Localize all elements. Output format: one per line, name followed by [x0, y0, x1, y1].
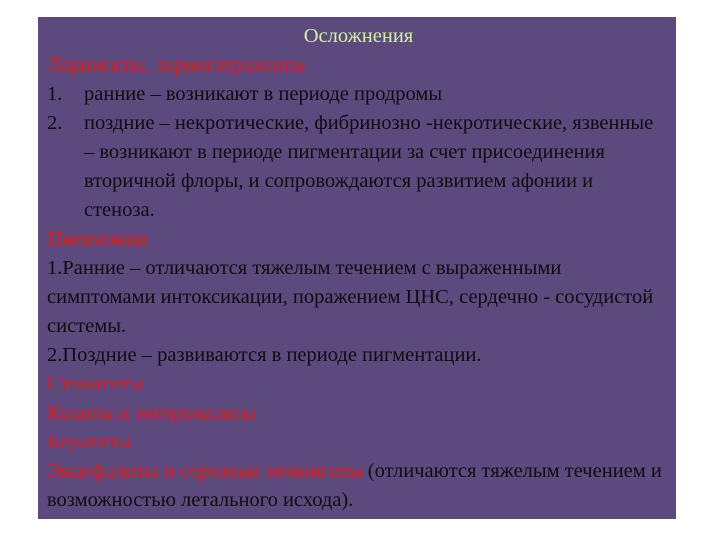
slide-title: Осложнения [303, 25, 414, 47]
list-item-number: 2. [47, 112, 63, 134]
heading-pneumonia: Пневмонии [47, 228, 148, 250]
heading-keratitis: Кератиты [47, 431, 131, 453]
heading-laryngitis: Ларингиты, ларинготрахеиты [47, 54, 306, 76]
heading-colitis: Колиты и энтероколиты [47, 402, 256, 424]
pneumonia-early-text: 1.Ранние – отличаются тяжелым течением с выраженными симптомами интоксикации, поражением ЦНС, сердечно - сосудистой системы. [47, 257, 654, 337]
list-item-number: 1. [47, 83, 63, 105]
heading-encephalitis: Энцефалиты и серозные менингиты [47, 460, 363, 482]
heading-stomatitis: Стоматиты [47, 373, 144, 395]
pneumonia-late-text: 2.Поздние – развиваются в периоде пигментации. [47, 344, 482, 366]
list-item [47, 109, 668, 225]
encephalitis-text: (отличаются тяжелым течением и возможностью летального исхода). [47, 460, 662, 511]
list-item-text: ранние – возникают в периоде продромы [84, 83, 443, 105]
list-item-text: поздние – некротические, фибринозно -некротические, язвенные – возникают в периоде пигментации за счет присоединения вторичной флоры, и сопровождаются развитием афонии и стеноза. [84, 112, 654, 221]
list-item [47, 80, 668, 109]
slide-content [38, 17, 676, 519]
laryngitis-list [47, 80, 668, 225]
encephalitis-paragraph [47, 457, 668, 515]
